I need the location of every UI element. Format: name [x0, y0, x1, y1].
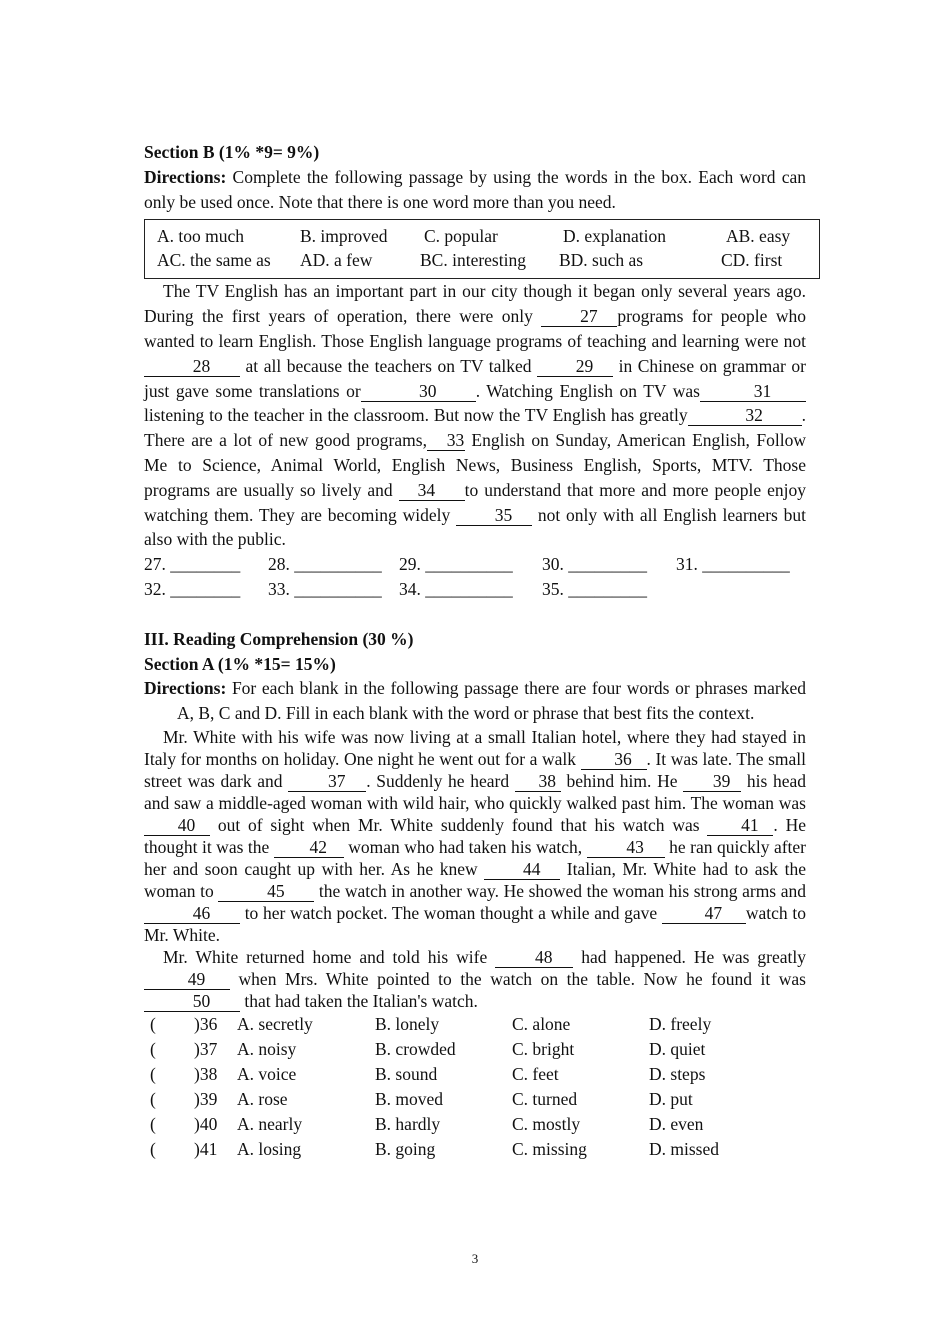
answer-paren[interactable]: ( — [150, 1088, 156, 1109]
answer-row — [144, 577, 806, 602]
blank-33: 33 — [427, 431, 465, 451]
word-box — [144, 219, 820, 279]
question-number: )39 — [194, 1088, 218, 1109]
answer-blank[interactable]: 27. ________ — [144, 554, 241, 575]
passage-text: his head and saw a middle-aged woman with wild hair, who quickly walked past him. The woman was — [144, 770, 806, 813]
blank-50: 50 — [144, 992, 240, 1012]
option-c: C. turned — [512, 1088, 578, 1109]
option-c: C. bright — [512, 1038, 575, 1059]
passage-text: The TV English has an important part in our city though it began only several years ago. During the first years of operation, there were only — [144, 281, 806, 327]
passage-text: when Mrs. White pointed to the watch on the table. Now he found it was — [230, 968, 806, 989]
blank-32: 32 — [688, 406, 802, 426]
blank-30: 30 — [361, 382, 476, 402]
question-row — [144, 1062, 806, 1087]
section-a-passage-2 — [144, 946, 806, 1012]
option-a: A. losing — [237, 1138, 302, 1159]
word-option: BC. interesting — [420, 250, 526, 271]
passage-text: Mr. White with his wife was now living at a small Italian hotel, where they had stayed in Italy for months on holiday. One night he went out for a walk — [144, 726, 806, 769]
word-box-row — [145, 248, 819, 272]
answer-blank[interactable]: 28. __________ — [268, 554, 382, 575]
answer-blank[interactable]: 30. _________ — [542, 554, 647, 575]
passage-text: watch to Mr. White. — [144, 902, 806, 945]
blank-48: 48 — [495, 948, 573, 968]
option-a: A. voice — [237, 1063, 297, 1084]
option-b: B. crowded — [375, 1038, 456, 1059]
option-c: C. feet — [512, 1063, 559, 1084]
passage-text: at all because the teachers on TV talked — [240, 355, 538, 376]
blank-38: 38 — [515, 772, 561, 792]
section-a-directions — [144, 676, 806, 726]
answer-blank[interactable]: 31. __________ — [676, 554, 790, 575]
section-a-passage-1 — [144, 726, 806, 946]
blank-47: 47 — [662, 904, 746, 924]
word-option: AB. easy — [726, 226, 791, 247]
blank-35: 35 — [456, 506, 532, 526]
passage-text: that had taken the Italian's watch. — [240, 990, 478, 1011]
option-b: B. going — [375, 1138, 436, 1159]
word-option: B. improved — [300, 226, 388, 247]
option-b: B. moved — [375, 1088, 444, 1109]
option-b: B. hardly — [375, 1113, 441, 1134]
question-number: )38 — [194, 1063, 218, 1084]
question-list — [144, 1012, 806, 1162]
answer-paren[interactable]: ( — [150, 1138, 156, 1159]
question-number: )37 — [194, 1038, 218, 1059]
passage-text: behind him. He — [560, 770, 684, 791]
passage-text: . There are a lot of new good programs, — [144, 405, 806, 451]
word-option: BD. such as — [559, 250, 644, 271]
word-option: AD. a few — [300, 250, 373, 271]
blank-45: 45 — [218, 882, 314, 902]
directions-label: Directions: — [144, 678, 227, 699]
blank-46: 46 — [144, 904, 240, 924]
blank-27: 27 — [541, 307, 617, 327]
passage-text: . Suddenly he heard — [366, 770, 515, 791]
directions-label: Directions: — [144, 166, 227, 187]
passage-text: woman who had taken his watch, — [343, 836, 587, 857]
passage-text: programs for people who wanted to learn English. Those English language programs of teaching and learning were not — [144, 306, 806, 351]
passage-text: out of sight when Mr. White suddenly found that his watch was — [210, 814, 708, 835]
answer-paren[interactable]: ( — [150, 1038, 156, 1059]
passage-text: the watch in another way. He showed the woman his strong arms and — [314, 880, 806, 901]
section-b-heading: Section B (1% *9= 9%) — [144, 142, 320, 162]
section-b-passage — [144, 279, 806, 552]
section-b-directions — [144, 165, 806, 215]
blank-28: 28 — [144, 357, 240, 377]
answer-paren[interactable]: ( — [150, 1013, 156, 1034]
passage-text: to her watch pocket. The woman thought a while and gave — [240, 902, 662, 923]
word-option: CD. first — [721, 250, 783, 271]
answer-blank[interactable]: 34. __________ — [399, 578, 513, 599]
question-row — [144, 1012, 806, 1037]
option-d: D. even — [649, 1113, 704, 1134]
blank-31: 31 — [700, 382, 806, 402]
option-d: D. freely — [649, 1013, 712, 1034]
passage-text: to understand that more and more people enjoy watching them. They are becoming widely — [144, 479, 806, 525]
option-a: A. rose — [237, 1088, 288, 1109]
question-number: )41 — [194, 1138, 218, 1159]
option-d: D. steps — [649, 1063, 706, 1084]
option-c: C. missing — [512, 1138, 587, 1159]
answer-row — [144, 552, 806, 577]
passage-text: in Chinese on grammar or just gave some translations or — [144, 355, 806, 401]
option-b: B. sound — [375, 1063, 438, 1084]
word-option: A. too much — [157, 226, 245, 247]
answer-blank[interactable]: 32. ________ — [144, 578, 241, 599]
blank-41: 41 — [707, 816, 773, 836]
option-b: B. lonely — [375, 1013, 440, 1034]
option-d: D. put — [649, 1088, 693, 1109]
word-option: C. popular — [424, 226, 498, 247]
passage-text: not only with all English learners but also with the public. — [144, 504, 807, 550]
question-row — [144, 1137, 806, 1162]
word-option: AC. the same as — [157, 250, 271, 271]
blank-49: 49 — [144, 970, 230, 990]
option-a: A. noisy — [237, 1038, 297, 1059]
option-d: D. quiet — [649, 1038, 706, 1059]
blank-43: 43 — [587, 838, 665, 858]
page-content — [144, 140, 806, 1162]
question-number: )40 — [194, 1113, 218, 1134]
blank-40: 40 — [144, 816, 210, 836]
blank-34: 34 — [399, 481, 465, 501]
word-option: D. explanation — [563, 226, 667, 247]
option-d: D. missed — [649, 1138, 719, 1159]
option-a: A. nearly — [237, 1113, 303, 1134]
question-row — [144, 1037, 806, 1062]
passage-text: . It was late. The small street was dark and — [144, 748, 806, 791]
option-c: C. mostly — [512, 1113, 581, 1134]
section-iii-heading: III. Reading Comprehension (30 %) — [144, 628, 414, 649]
option-c: C. alone — [512, 1013, 571, 1034]
answer-paren[interactable]: ( — [150, 1113, 156, 1134]
answer-blank[interactable]: 35. _________ — [542, 578, 647, 599]
passage-text: . Watching English on TV was — [475, 380, 700, 401]
answer-paren[interactable]: ( — [150, 1063, 156, 1084]
blank-44: 44 — [484, 860, 560, 880]
answer-blank[interactable]: 29. __________ — [399, 554, 513, 575]
passage-text: he ran quickly after her and soon caught up with her. As he knew — [144, 836, 807, 879]
blank-36: 36 — [581, 750, 647, 770]
answer-blank[interactable]: 33. __________ — [268, 578, 382, 599]
blank-42: 42 — [274, 838, 344, 858]
passage-text: Mr. White returned home and told his wife — [163, 946, 496, 967]
passage-text: . He thought it was the — [144, 814, 807, 857]
question-row — [144, 1112, 806, 1137]
directions-text: Complete the following passage by using the words in the box. Each word can only be used once. Note that there is one word more than you need. — [144, 166, 806, 212]
blank-37: 37 — [288, 772, 366, 792]
passage-text: Italian, Mr. White had to ask the woman to — [144, 858, 806, 901]
question-row — [144, 1087, 806, 1112]
directions-text: For each blank in the following passage there are four words or phrases marked A, B, C and D. Fill in each blank with the word or phrase that best fits the context. — [177, 678, 806, 724]
section-a-heading: Section A (1% *15= 15%) — [144, 653, 336, 674]
option-a: A. secretly — [237, 1013, 313, 1034]
passage-text: listening to the teacher in the classroom. But now the TV English has greatly — [144, 405, 688, 426]
question-number: )36 — [194, 1013, 218, 1034]
blank-29: 29 — [537, 357, 613, 377]
page-number: 3 — [471, 1251, 479, 1266]
word-box-row — [145, 224, 819, 248]
passage-text: had happened. He was greatly — [573, 946, 806, 967]
passage-text: English on Sunday, American English, Follow Me to Science, Animal World, English News, Business English, Sports, MTV. Those programs are usually so lively and — [144, 430, 806, 500]
blank-39: 39 — [683, 772, 741, 792]
